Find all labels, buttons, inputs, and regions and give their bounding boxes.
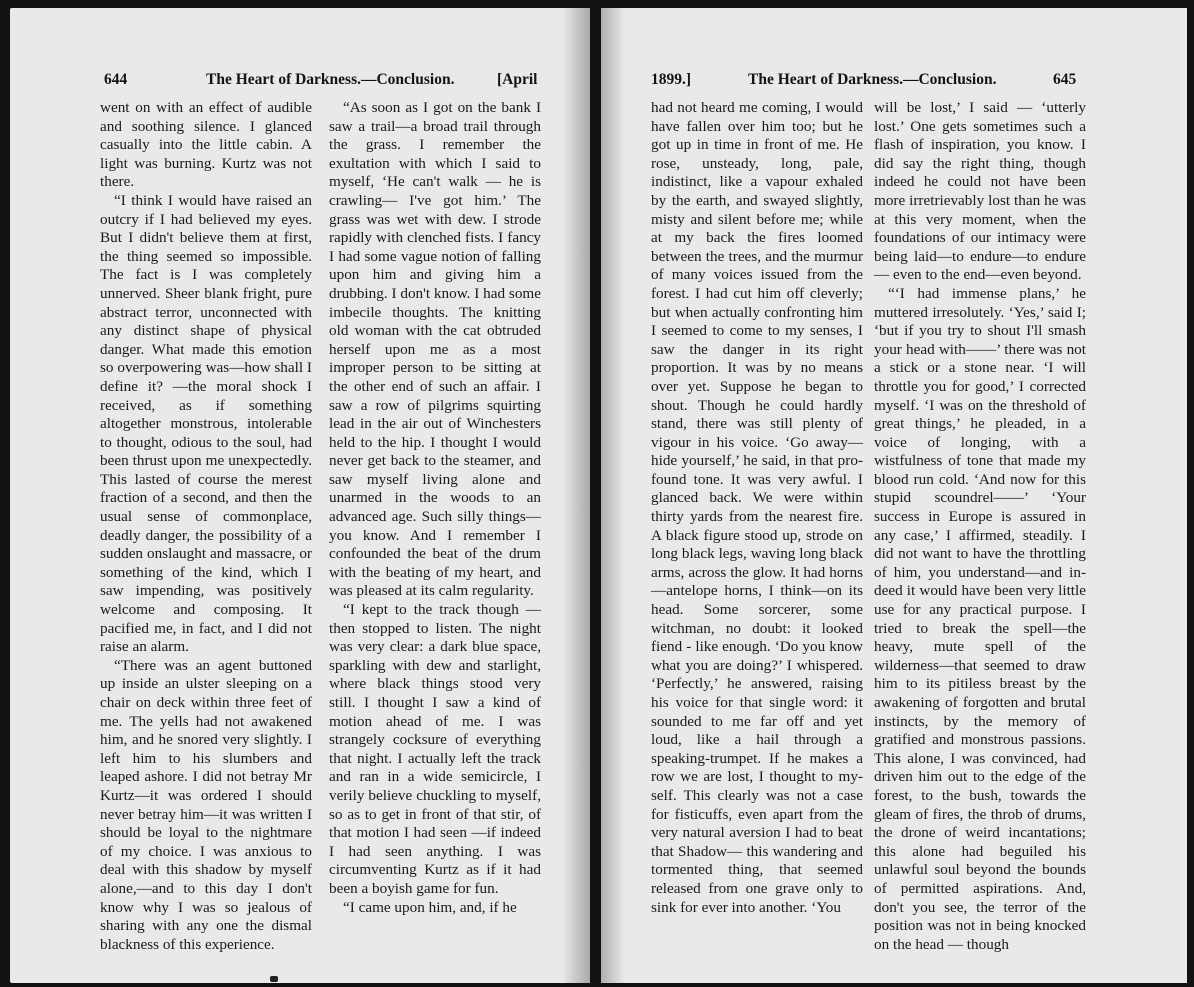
right-page xyxy=(601,8,1187,983)
text-column-right xyxy=(874,99,1086,954)
page-ornament xyxy=(270,976,278,982)
paragraph: will be lost,’ I said — ‘utterly lost.’ One gets sometimes such a flash of inspiration, you know. I did say the right thing, though indeed he could not have been more irretrievably lost than he was at this very moment, when the foundations of our intimacy were being laid—to endure—to endure— even to the end—even beyond. xyxy=(874,99,1086,284)
running-title: The Heart of Darkness.—Conclusion. xyxy=(748,71,997,88)
issue-date: [April xyxy=(497,71,538,88)
paragraph: had not heard me coming, I would have fallen over him too; but he got up in time in front of me. He rose, unsteady, long, pale, indistinct, like a vapour exhaled by the earth, and swayed slightly, misty and silent before me; while at my back the fires loomed between the trees, and the murmur of many voices issued from the forest. I had cut him off cleverly; but when actually confronting him I seemed to come to my senses, I saw the danger in its right proportion. It was by no means over yet. Suppose he began to shout. Though he could hardly stand, there was still plenty of vigour in his voice. ‘Go away—hide yourself,’ he said, in that profound tone. It was very awful. I glanced back. We were within thirty yards from the nearest fire. A black figure stood up, strode on long black legs, waving long black arms, across the glow. It had horns —antelope horns, I think—on its head. Some sorcerer, some witchman, no doubt: it looked fiend - like enough. ‘Do you know what you are doing?’ I whispered. ‘Perfectly,’ he answered, raising his voice for that single word: it sounded to me far off and yet loud, like a hail through a speaking-trumpet. If he makes a row we are lost, I thought to myself. This clearly was not a case for fisticuffs, even apart from the very natural aversion I had to beat that Shadow— this wandering and tormented thing, that seemed released from one grave only to sink for ever into another. ‘You xyxy=(651,99,863,916)
paragraph: “There was an agent buttoned up inside an ulster sleeping on a chair on deck within three feet of me. The yells had not awakened him, and he snored very slightly. I left him to his slumbers and leaped ashore. I did not betray Mr Kurtz—it was ordered I should never betray him—it was written I should be loyal to the nightmare of my choice. I was anxious to deal with this shadow by myself alone,—and to this day I don't know why I was so jealous of sharing with any one the dismal blackness of this experience. xyxy=(100,656,312,953)
text-column-right xyxy=(329,99,541,917)
paragraph: “I kept to the track though —then stopped to listen. The night was very clear: a dark blue space, sparkling with dew and starlight, where black things stood very still. I thought I saw a kind of motion ahead of me. I was strangely cocksure of everything that night. I actually left the track and ran in a wide semicircle, I verily believe chuckling to myself, so as to get in front of that stir, of that motion I had seen —if indeed I had seen anything. I was circumventing Kurtz as if it had been a boyish game for fun. xyxy=(329,601,541,897)
paragraph: “‘I had immense plans,’ he muttered irresolutely. ‘Yes,’ said I; ‘but if you try to shout I'll smash your head with——’ there was not a stick or a stone near. ‘I will throttle you for good,’ I corrected myself. ‘I was on the threshold of great things,’ he pleaded, in a voice of longing, with a wistfulness of tone that made my blood run cold. ‘And now for this stupid scoundrel——’ ‘Your success in Europe is assured in any case,’ I affirmed, steadily. I did not want to have the throttling of him, you understand—and indeed it would have been very little use for any practical purpose. I tried to break the spell—the heavy, mute spell of the wilderness—that seemed to draw him to its pitiless breast by the awakening of forgotten and brutal instincts, by the memory of gratified and monstrous passions. This alone, I was convinced, had driven him out to the edge of the forest, to the bush, towards the gleam of fires, the throb of drums, the drone of weird incantations; this alone had beguiled his unlawful soul beyond the bounds of permitted aspirations. And, don't you see, the terror of the position was not in being knocked on the head — though xyxy=(874,284,1086,953)
gutter-shadow xyxy=(562,8,590,983)
text-column-left xyxy=(100,99,312,954)
text-column-left xyxy=(651,99,863,917)
page-number: 644 xyxy=(104,71,128,88)
left-page xyxy=(10,8,590,983)
gutter-shadow xyxy=(601,8,625,983)
issue-date: 1899.] xyxy=(651,71,692,88)
running-title: The Heart of Darkness.—Conclusion. xyxy=(206,71,455,88)
page-number: 645 xyxy=(1053,71,1077,88)
paragraph: “I think I would have raised an outcry if I had believed my eyes. But I didn't believe them at first, the thing seemed so impossible. The fact is I was completely unnerved. Sheer blank fright, pure abstract terror, unconnected with any distinct shape of physical danger. What made this emotion so overpowering was—how shall I define it? —the moral shock I received, as if something altogether monstrous, intolerable to thought, odious to the soul, had been thrust upon me unexpectedly. This lasted of course the merest fraction of a second, and then the usual sense of commonplace, deadly danger, the possibility of a sudden onslaught and massacre, or something of the kind, which I saw impending, was positively welcome and composing. It pacified me, in fact, and I did not raise an alarm. xyxy=(100,191,312,656)
paragraph: “As soon as I got on the bank I saw a trail—a broad trail through the grass. I remember the exultation with which I said to myself, ‘He can't walk — he is crawling— I've got him.’ The grass was wet with dew. I strode rapidly with clenched fists. I fancy I had some vague notion of falling upon him and giving him a drubbing. I don't know. I had some imbecile thoughts. The knitting old woman with the cat obtruded herself upon me as a most improper person to be sitting at the other end of such an affair. I saw a row of pilgrims squirting lead in the air out of Winchesters held to the hip. I thought I would never get back to the steamer, and saw myself living alone and unarmed in the woods to an advanced age. Such silly things—you know. And I remember I confounded the beat of the drum with the beating of my heart, and was pleased at its calm regularity. xyxy=(329,99,541,600)
paragraph: “I came upon him, and, if he xyxy=(343,898,517,916)
paragraph: went on with an effect of audible and soothing silence. I glanced casually into the little cabin. A light was burning. Kurtz was not there. xyxy=(100,99,312,191)
